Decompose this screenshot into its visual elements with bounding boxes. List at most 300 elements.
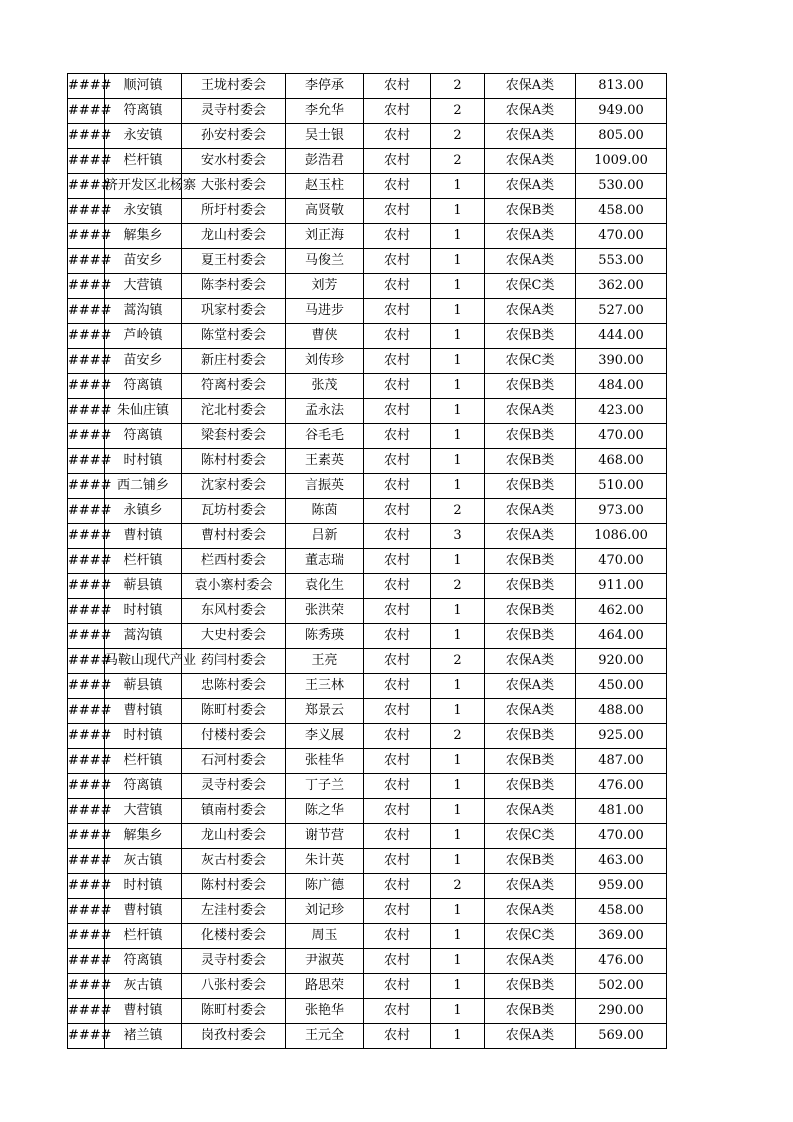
cell-id: #### bbox=[68, 449, 105, 474]
cell-village: 灰古村委会 bbox=[182, 849, 286, 874]
cell-village: 灵寺村委会 bbox=[182, 99, 286, 124]
table-row bbox=[68, 824, 667, 849]
table-row bbox=[68, 1024, 667, 1049]
cell-name: 陈茵 bbox=[286, 499, 364, 524]
data-table bbox=[67, 73, 667, 1049]
cell-name: 吕新 bbox=[286, 524, 364, 549]
cell-type: 农村 bbox=[364, 424, 431, 449]
cell-category: 农保A类 bbox=[485, 74, 576, 99]
cell-village: 沈家村委会 bbox=[182, 474, 286, 499]
cell-id: #### bbox=[68, 599, 105, 624]
cell-village: 大张村委会 bbox=[182, 174, 286, 199]
cell-village: 袁小寨村委会 bbox=[182, 574, 286, 599]
cell-type: 农村 bbox=[364, 749, 431, 774]
table-row bbox=[68, 749, 667, 774]
cell-town: 时村镇 bbox=[105, 874, 182, 899]
table-row bbox=[68, 599, 667, 624]
cell-amount: 920.00 bbox=[576, 649, 667, 674]
cell-count: 2 bbox=[431, 99, 485, 124]
cell-town: 栏杆镇 bbox=[105, 549, 182, 574]
cell-count: 2 bbox=[431, 874, 485, 899]
cell-town: 栏杆镇 bbox=[105, 924, 182, 949]
cell-id: #### bbox=[68, 99, 105, 124]
table-row bbox=[68, 74, 667, 99]
table-row bbox=[68, 524, 667, 549]
cell-count: 3 bbox=[431, 524, 485, 549]
cell-category: 农保A类 bbox=[485, 249, 576, 274]
cell-village: 安水村委会 bbox=[182, 149, 286, 174]
cell-name: 王素英 bbox=[286, 449, 364, 474]
cell-amount: 476.00 bbox=[576, 949, 667, 974]
cell-category: 农保A类 bbox=[485, 899, 576, 924]
cell-count: 1 bbox=[431, 674, 485, 699]
cell-amount: 911.00 bbox=[576, 574, 667, 599]
table-row bbox=[68, 99, 667, 124]
cell-id: #### bbox=[68, 524, 105, 549]
cell-count: 1 bbox=[431, 999, 485, 1024]
cell-village: 灵寺村委会 bbox=[182, 949, 286, 974]
cell-type: 农村 bbox=[364, 474, 431, 499]
cell-category: 农保B类 bbox=[485, 449, 576, 474]
cell-name: 李义展 bbox=[286, 724, 364, 749]
table-row bbox=[68, 474, 667, 499]
table-row bbox=[68, 949, 667, 974]
cell-village: 药闫村委会 bbox=[182, 649, 286, 674]
cell-amount: 458.00 bbox=[576, 899, 667, 924]
cell-name: 张艳华 bbox=[286, 999, 364, 1024]
cell-category: 农保B类 bbox=[485, 624, 576, 649]
cell-town: 永镇乡 bbox=[105, 499, 182, 524]
cell-amount: 369.00 bbox=[576, 924, 667, 949]
cell-town: 西二铺乡 bbox=[105, 474, 182, 499]
cell-count: 1 bbox=[431, 924, 485, 949]
cell-village: 左洼村委会 bbox=[182, 899, 286, 924]
cell-id: #### bbox=[68, 374, 105, 399]
cell-town: 解集乡 bbox=[105, 224, 182, 249]
cell-amount: 470.00 bbox=[576, 424, 667, 449]
cell-name: 李停承 bbox=[286, 74, 364, 99]
cell-name: 彭浩君 bbox=[286, 149, 364, 174]
cell-category: 农保A类 bbox=[485, 699, 576, 724]
cell-name: 张洪荣 bbox=[286, 599, 364, 624]
cell-category: 农保C类 bbox=[485, 274, 576, 299]
cell-category: 农保A类 bbox=[485, 224, 576, 249]
cell-name: 马俊兰 bbox=[286, 249, 364, 274]
table-row bbox=[68, 399, 667, 424]
cell-village: 陈村村委会 bbox=[182, 449, 286, 474]
cell-type: 农村 bbox=[364, 449, 431, 474]
cell-name: 丁子兰 bbox=[286, 774, 364, 799]
cell-amount: 468.00 bbox=[576, 449, 667, 474]
cell-town: 栏杆镇 bbox=[105, 749, 182, 774]
cell-category: 农保B类 bbox=[485, 749, 576, 774]
cell-category: 农保A类 bbox=[485, 99, 576, 124]
cell-amount: 805.00 bbox=[576, 124, 667, 149]
cell-category: 农保B类 bbox=[485, 549, 576, 574]
cell-category: 农保A类 bbox=[485, 949, 576, 974]
cell-village: 八张村委会 bbox=[182, 974, 286, 999]
cell-type: 农村 bbox=[364, 899, 431, 924]
cell-town: 解集乡 bbox=[105, 824, 182, 849]
cell-id: #### bbox=[68, 874, 105, 899]
cell-category: 农保B类 bbox=[485, 374, 576, 399]
cell-category: 农保B类 bbox=[485, 474, 576, 499]
table-row bbox=[68, 924, 667, 949]
cell-amount: 462.00 bbox=[576, 599, 667, 624]
cell-village: 栏西村委会 bbox=[182, 549, 286, 574]
cell-town: 栏杆镇 bbox=[105, 149, 182, 174]
cell-id: #### bbox=[68, 799, 105, 824]
cell-village: 付楼村委会 bbox=[182, 724, 286, 749]
cell-village: 所圩村委会 bbox=[182, 199, 286, 224]
cell-type: 农村 bbox=[364, 174, 431, 199]
cell-name: 孟永法 bbox=[286, 399, 364, 424]
cell-category: 农保C类 bbox=[485, 824, 576, 849]
cell-name: 陈广德 bbox=[286, 874, 364, 899]
cell-amount: 423.00 bbox=[576, 399, 667, 424]
cell-village: 石河村委会 bbox=[182, 749, 286, 774]
cell-category: 农保B类 bbox=[485, 774, 576, 799]
cell-type: 农村 bbox=[364, 274, 431, 299]
cell-name: 谷毛毛 bbox=[286, 424, 364, 449]
cell-amount: 458.00 bbox=[576, 199, 667, 224]
cell-count: 1 bbox=[431, 699, 485, 724]
cell-category: 农保B类 bbox=[485, 324, 576, 349]
cell-town: 符离镇 bbox=[105, 774, 182, 799]
cell-id: #### bbox=[68, 699, 105, 724]
cell-id: #### bbox=[68, 199, 105, 224]
cell-town: 曹村镇 bbox=[105, 999, 182, 1024]
cell-name: 刘正海 bbox=[286, 224, 364, 249]
cell-name: 周玉 bbox=[286, 924, 364, 949]
cell-count: 1 bbox=[431, 774, 485, 799]
cell-id: #### bbox=[68, 474, 105, 499]
cell-count: 1 bbox=[431, 424, 485, 449]
cell-name: 董志瑞 bbox=[286, 549, 364, 574]
table-row bbox=[68, 424, 667, 449]
cell-type: 农村 bbox=[364, 599, 431, 624]
cell-type: 农村 bbox=[364, 974, 431, 999]
cell-amount: 362.00 bbox=[576, 274, 667, 299]
table-row bbox=[68, 724, 667, 749]
cell-amount: 949.00 bbox=[576, 99, 667, 124]
cell-name: 刘记珍 bbox=[286, 899, 364, 924]
table-row bbox=[68, 349, 667, 374]
cell-name: 郑景云 bbox=[286, 699, 364, 724]
cell-category: 农保A类 bbox=[485, 299, 576, 324]
cell-count: 1 bbox=[431, 949, 485, 974]
cell-type: 农村 bbox=[364, 374, 431, 399]
cell-amount: 569.00 bbox=[576, 1024, 667, 1049]
cell-name: 李允华 bbox=[286, 99, 364, 124]
table-row bbox=[68, 674, 667, 699]
cell-name: 朱计英 bbox=[286, 849, 364, 874]
cell-type: 农村 bbox=[364, 624, 431, 649]
cell-village: 陈堂村委会 bbox=[182, 324, 286, 349]
cell-village: 东风村委会 bbox=[182, 599, 286, 624]
cell-category: 农保A类 bbox=[485, 399, 576, 424]
table-row bbox=[68, 774, 667, 799]
cell-category: 农保B类 bbox=[485, 974, 576, 999]
cell-id: #### bbox=[68, 1024, 105, 1049]
cell-id: #### bbox=[68, 274, 105, 299]
cell-count: 2 bbox=[431, 124, 485, 149]
cell-amount: 553.00 bbox=[576, 249, 667, 274]
cell-category: 农保B类 bbox=[485, 599, 576, 624]
cell-type: 农村 bbox=[364, 199, 431, 224]
cell-town: 曹村镇 bbox=[105, 524, 182, 549]
cell-town: 符离镇 bbox=[105, 949, 182, 974]
cell-village: 新庄村委会 bbox=[182, 349, 286, 374]
table-row bbox=[68, 324, 667, 349]
cell-type: 农村 bbox=[364, 299, 431, 324]
cell-count: 1 bbox=[431, 849, 485, 874]
cell-village: 瓦坊村委会 bbox=[182, 499, 286, 524]
cell-amount: 470.00 bbox=[576, 549, 667, 574]
cell-village: 灵寺村委会 bbox=[182, 774, 286, 799]
cell-village: 陈村村委会 bbox=[182, 874, 286, 899]
table-row bbox=[68, 799, 667, 824]
cell-name: 陈之华 bbox=[286, 799, 364, 824]
cell-town: 褚兰镇 bbox=[105, 1024, 182, 1049]
cell-type: 农村 bbox=[364, 349, 431, 374]
cell-amount: 973.00 bbox=[576, 499, 667, 524]
table-row bbox=[68, 199, 667, 224]
cell-amount: 813.00 bbox=[576, 74, 667, 99]
cell-count: 2 bbox=[431, 649, 485, 674]
cell-type: 农村 bbox=[364, 324, 431, 349]
cell-id: #### bbox=[68, 674, 105, 699]
cell-name: 言振英 bbox=[286, 474, 364, 499]
cell-name: 陈秀瑛 bbox=[286, 624, 364, 649]
cell-id: #### bbox=[68, 249, 105, 274]
cell-id: #### bbox=[68, 974, 105, 999]
cell-amount: 463.00 bbox=[576, 849, 667, 874]
cell-name: 王亮 bbox=[286, 649, 364, 674]
cell-id: #### bbox=[68, 949, 105, 974]
cell-category: 农保A类 bbox=[485, 174, 576, 199]
cell-village: 曹村村委会 bbox=[182, 524, 286, 549]
cell-count: 1 bbox=[431, 299, 485, 324]
cell-count: 1 bbox=[431, 824, 485, 849]
cell-id: #### bbox=[68, 649, 105, 674]
cell-id: #### bbox=[68, 849, 105, 874]
cell-village: 夏王村委会 bbox=[182, 249, 286, 274]
cell-category: 农保A类 bbox=[485, 674, 576, 699]
cell-count: 1 bbox=[431, 1024, 485, 1049]
cell-village: 梁套村委会 bbox=[182, 424, 286, 449]
cell-count: 1 bbox=[431, 624, 485, 649]
cell-name: 高贤敬 bbox=[286, 199, 364, 224]
cell-name: 王三林 bbox=[286, 674, 364, 699]
cell-id: #### bbox=[68, 174, 105, 199]
cell-amount: 484.00 bbox=[576, 374, 667, 399]
cell-count: 1 bbox=[431, 199, 485, 224]
cell-category: 农保C类 bbox=[485, 349, 576, 374]
cell-count: 2 bbox=[431, 574, 485, 599]
cell-type: 农村 bbox=[364, 649, 431, 674]
cell-id: #### bbox=[68, 299, 105, 324]
cell-id: #### bbox=[68, 149, 105, 174]
cell-town: 蕲县镇 bbox=[105, 574, 182, 599]
cell-village: 王垅村委会 bbox=[182, 74, 286, 99]
cell-town: 灰古镇 bbox=[105, 849, 182, 874]
cell-type: 农村 bbox=[364, 674, 431, 699]
table-row bbox=[68, 574, 667, 599]
cell-town: 蒿沟镇 bbox=[105, 299, 182, 324]
table-row bbox=[68, 899, 667, 924]
cell-count: 2 bbox=[431, 149, 485, 174]
cell-category: 农保A类 bbox=[485, 649, 576, 674]
cell-type: 农村 bbox=[364, 1024, 431, 1049]
cell-town: 大营镇 bbox=[105, 274, 182, 299]
cell-category: 农保B类 bbox=[485, 199, 576, 224]
cell-name: 王元全 bbox=[286, 1024, 364, 1049]
cell-id: #### bbox=[68, 824, 105, 849]
cell-type: 农村 bbox=[364, 549, 431, 574]
cell-village: 忠陈村委会 bbox=[182, 674, 286, 699]
cell-id: #### bbox=[68, 774, 105, 799]
cell-id: #### bbox=[68, 349, 105, 374]
cell-town: 符离镇 bbox=[105, 99, 182, 124]
cell-amount: 470.00 bbox=[576, 824, 667, 849]
table-row bbox=[68, 249, 667, 274]
cell-id: #### bbox=[68, 324, 105, 349]
cell-town: 蕲县镇 bbox=[105, 674, 182, 699]
cell-village: 陈町村委会 bbox=[182, 699, 286, 724]
table-row bbox=[68, 849, 667, 874]
cell-village: 沱北村委会 bbox=[182, 399, 286, 424]
cell-village: 龙山村委会 bbox=[182, 824, 286, 849]
cell-category: 农保A类 bbox=[485, 124, 576, 149]
cell-type: 农村 bbox=[364, 874, 431, 899]
cell-category: 农保C类 bbox=[485, 924, 576, 949]
table-row bbox=[68, 999, 667, 1024]
cell-type: 农村 bbox=[364, 824, 431, 849]
cell-count: 1 bbox=[431, 549, 485, 574]
cell-amount: 1086.00 bbox=[576, 524, 667, 549]
cell-town: 济开发区北杨寨 bbox=[105, 174, 182, 199]
cell-village: 陈町村委会 bbox=[182, 999, 286, 1024]
cell-town: 朱仙庄镇 bbox=[105, 399, 182, 424]
table-row bbox=[68, 299, 667, 324]
cell-category: 农保A类 bbox=[485, 799, 576, 824]
cell-type: 农村 bbox=[364, 524, 431, 549]
cell-name: 赵玉柱 bbox=[286, 174, 364, 199]
cell-amount: 470.00 bbox=[576, 224, 667, 249]
table-row bbox=[68, 624, 667, 649]
cell-village: 岗孜村委会 bbox=[182, 1024, 286, 1049]
cell-name: 吴士银 bbox=[286, 124, 364, 149]
table-row bbox=[68, 549, 667, 574]
cell-town: 大营镇 bbox=[105, 799, 182, 824]
table-row bbox=[68, 124, 667, 149]
cell-type: 农村 bbox=[364, 799, 431, 824]
cell-id: #### bbox=[68, 924, 105, 949]
cell-count: 1 bbox=[431, 374, 485, 399]
cell-amount: 450.00 bbox=[576, 674, 667, 699]
cell-name: 路思荣 bbox=[286, 974, 364, 999]
cell-amount: 1009.00 bbox=[576, 149, 667, 174]
cell-village: 巩家村委会 bbox=[182, 299, 286, 324]
cell-amount: 464.00 bbox=[576, 624, 667, 649]
cell-amount: 390.00 bbox=[576, 349, 667, 374]
cell-count: 1 bbox=[431, 274, 485, 299]
cell-id: #### bbox=[68, 74, 105, 99]
cell-id: #### bbox=[68, 899, 105, 924]
cell-type: 农村 bbox=[364, 774, 431, 799]
table-row bbox=[68, 974, 667, 999]
cell-count: 1 bbox=[431, 974, 485, 999]
cell-village: 大史村委会 bbox=[182, 624, 286, 649]
cell-town: 时村镇 bbox=[105, 599, 182, 624]
cell-id: #### bbox=[68, 749, 105, 774]
cell-count: 2 bbox=[431, 74, 485, 99]
cell-count: 1 bbox=[431, 224, 485, 249]
table-row bbox=[68, 149, 667, 174]
cell-name: 张茂 bbox=[286, 374, 364, 399]
table-row bbox=[68, 274, 667, 299]
cell-name: 刘传珍 bbox=[286, 349, 364, 374]
cell-town: 苗安乡 bbox=[105, 249, 182, 274]
cell-count: 1 bbox=[431, 599, 485, 624]
cell-category: 农保A类 bbox=[485, 149, 576, 174]
cell-type: 农村 bbox=[364, 149, 431, 174]
cell-town: 苗安乡 bbox=[105, 349, 182, 374]
cell-town: 符离镇 bbox=[105, 374, 182, 399]
cell-count: 1 bbox=[431, 474, 485, 499]
cell-amount: 925.00 bbox=[576, 724, 667, 749]
table-row bbox=[68, 449, 667, 474]
cell-id: #### bbox=[68, 124, 105, 149]
table-row bbox=[68, 224, 667, 249]
cell-category: 农保B类 bbox=[485, 574, 576, 599]
cell-town: 芦岭镇 bbox=[105, 324, 182, 349]
cell-type: 农村 bbox=[364, 699, 431, 724]
cell-town: 顺河镇 bbox=[105, 74, 182, 99]
cell-category: 农保A类 bbox=[485, 524, 576, 549]
cell-count: 1 bbox=[431, 349, 485, 374]
cell-category: 农保A类 bbox=[485, 874, 576, 899]
cell-name: 刘芳 bbox=[286, 274, 364, 299]
cell-village: 龙山村委会 bbox=[182, 224, 286, 249]
cell-name: 曹侠 bbox=[286, 324, 364, 349]
cell-count: 1 bbox=[431, 799, 485, 824]
cell-id: #### bbox=[68, 624, 105, 649]
cell-id: #### bbox=[68, 224, 105, 249]
cell-amount: 290.00 bbox=[576, 999, 667, 1024]
cell-town: 符离镇 bbox=[105, 424, 182, 449]
cell-name: 张桂华 bbox=[286, 749, 364, 774]
cell-type: 农村 bbox=[364, 99, 431, 124]
cell-category: 农保B类 bbox=[485, 424, 576, 449]
cell-count: 1 bbox=[431, 749, 485, 774]
cell-amount: 510.00 bbox=[576, 474, 667, 499]
cell-category: 农保A类 bbox=[485, 499, 576, 524]
cell-name: 尹淑英 bbox=[286, 949, 364, 974]
cell-name: 谢节营 bbox=[286, 824, 364, 849]
table-row bbox=[68, 174, 667, 199]
cell-count: 2 bbox=[431, 724, 485, 749]
cell-town: 灰古镇 bbox=[105, 974, 182, 999]
cell-town: 蒿沟镇 bbox=[105, 624, 182, 649]
cell-count: 2 bbox=[431, 499, 485, 524]
cell-village: 镇南村委会 bbox=[182, 799, 286, 824]
cell-id: #### bbox=[68, 499, 105, 524]
cell-town: 时村镇 bbox=[105, 724, 182, 749]
cell-count: 1 bbox=[431, 174, 485, 199]
cell-type: 农村 bbox=[364, 249, 431, 274]
